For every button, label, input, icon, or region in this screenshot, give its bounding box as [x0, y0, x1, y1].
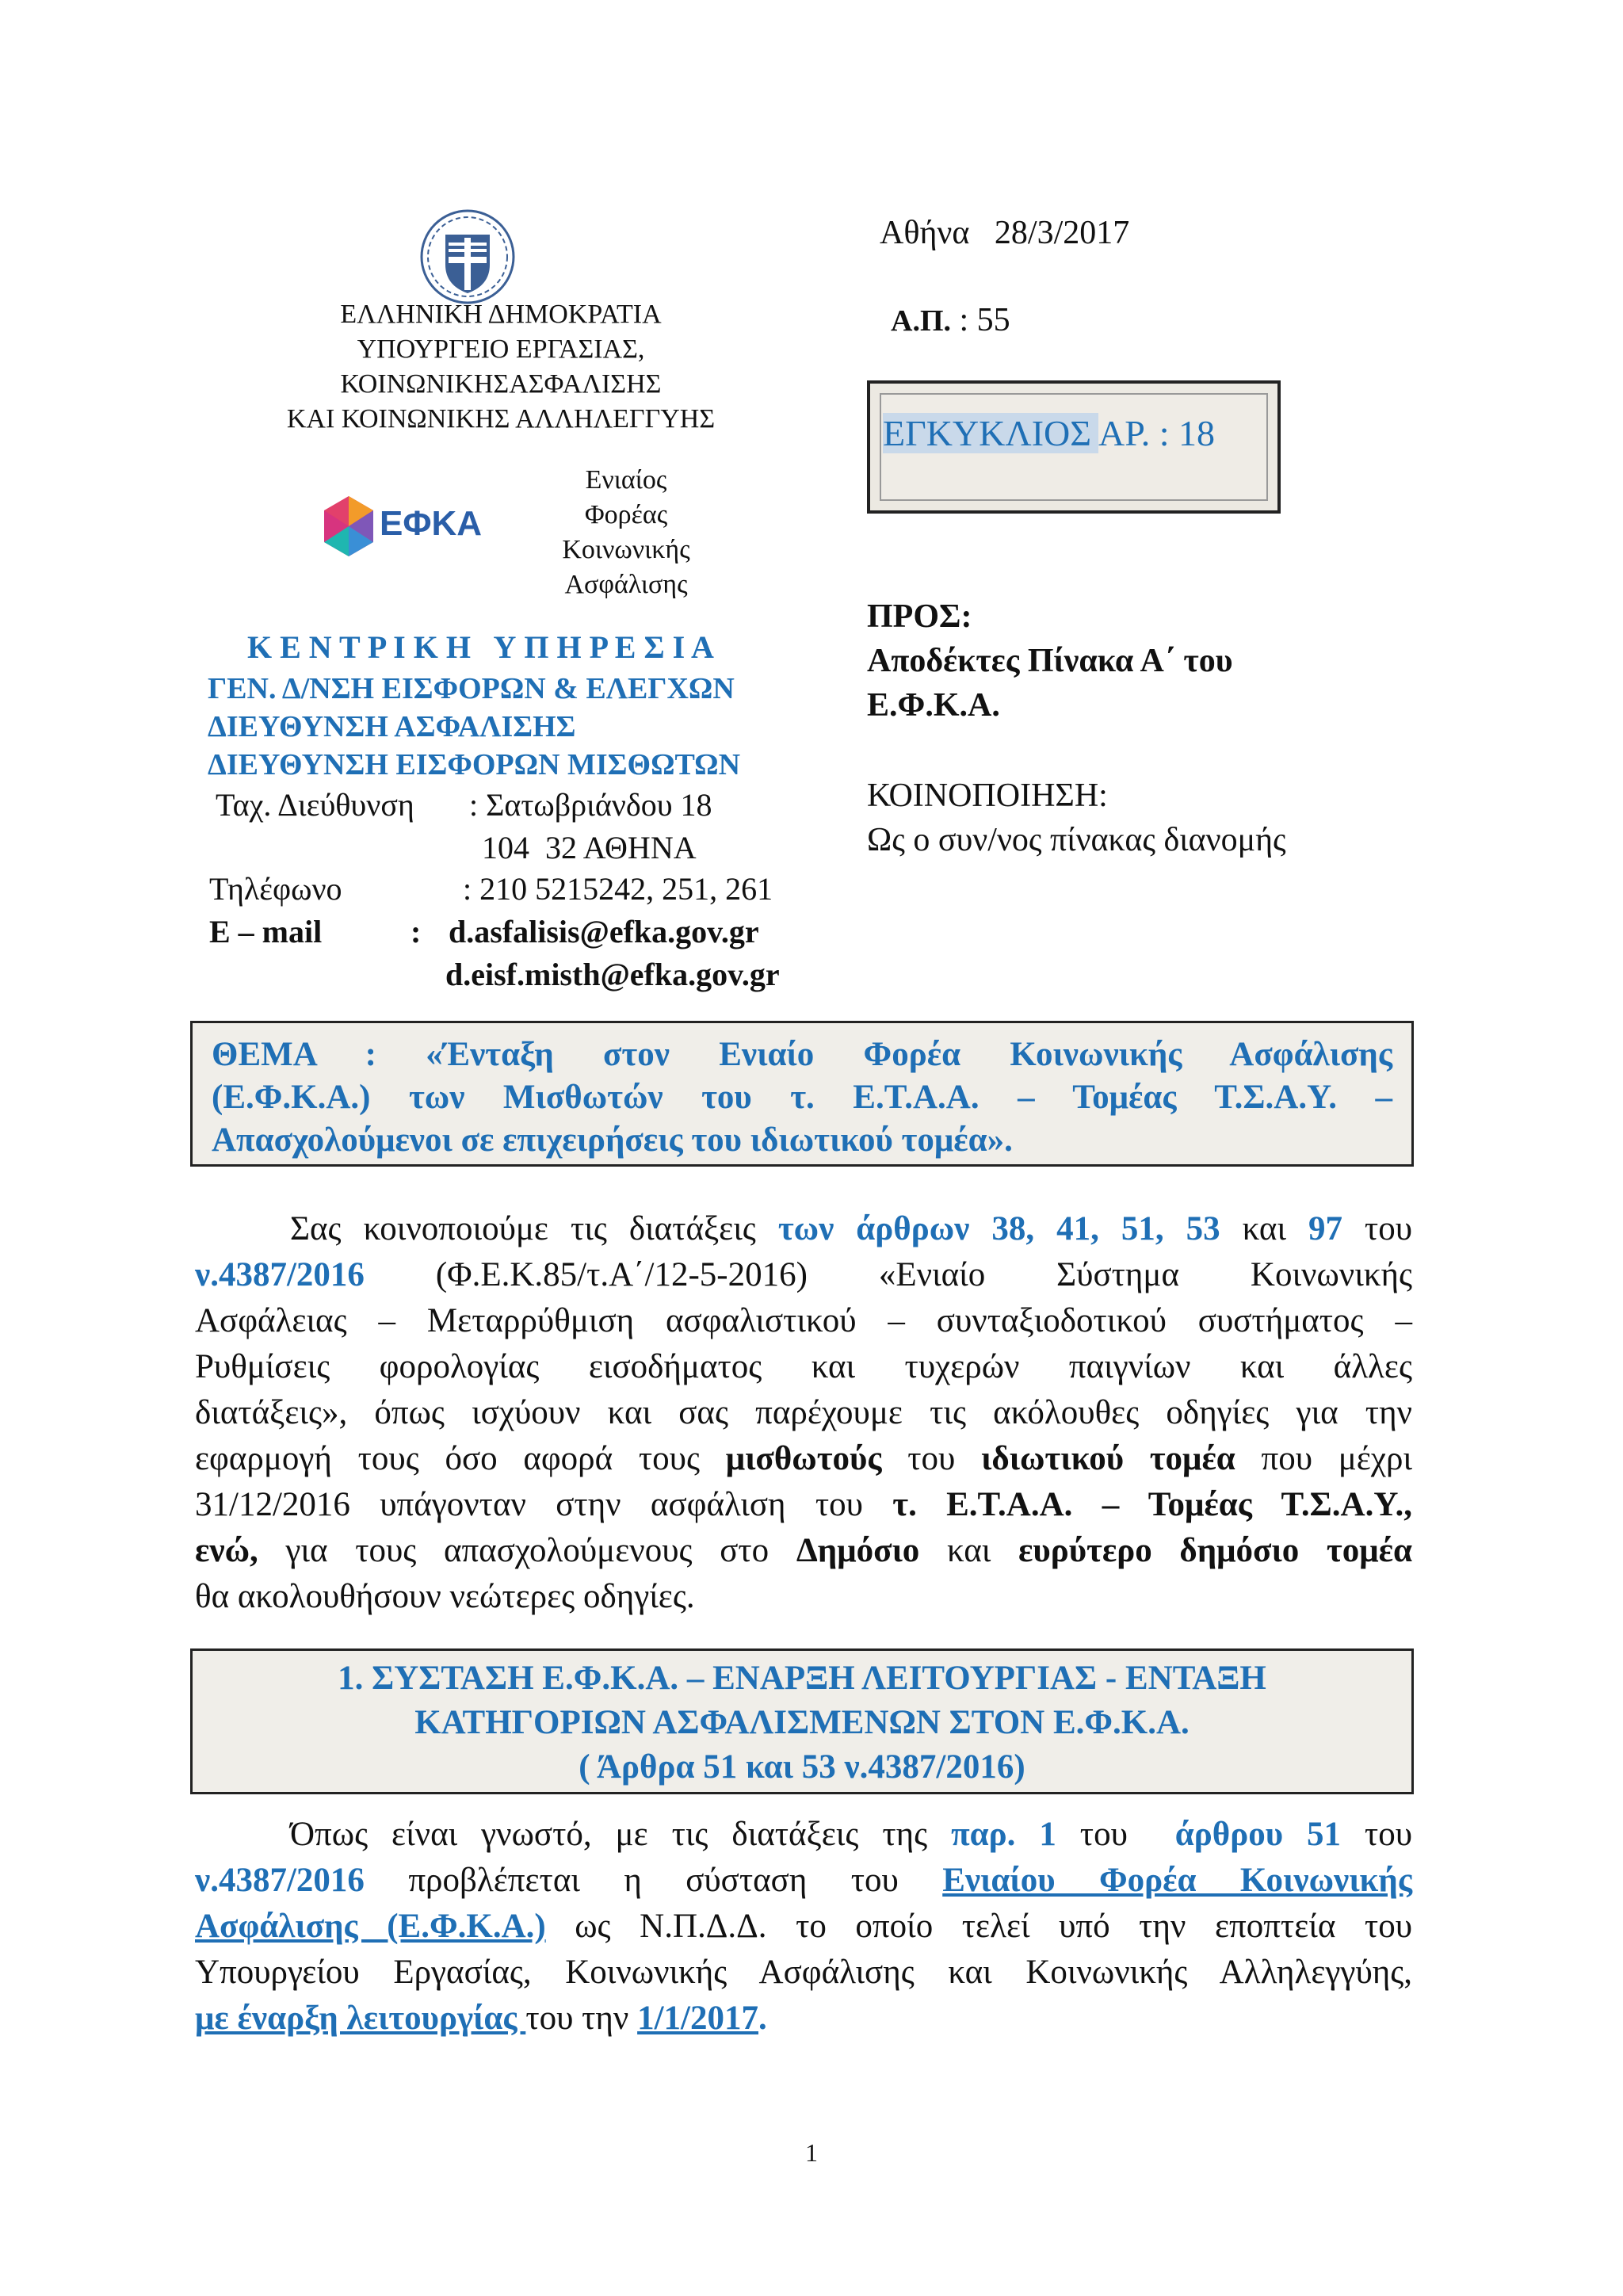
p1-text: και — [1220, 1210, 1308, 1247]
subject-line-1: ΘΕΜΑ : «Ένταξη στον Ενιαίο Φορέα Κοινωνικής Ασφάλισης — [212, 1036, 1392, 1073]
p2-text: Όπως είναι γνωστό, με τις διατάξεις της — [290, 1816, 952, 1853]
phone-label: Τηλέφωνο — [209, 871, 342, 907]
p2-text: του — [1340, 1816, 1412, 1853]
p1-whereas: ενώ, — [195, 1532, 258, 1569]
p2-period: . — [758, 2000, 767, 2037]
org-line-1: Ενιαίος — [585, 465, 667, 495]
section-1-paragraph — [195, 1812, 1412, 2042]
subject-box — [190, 1021, 1414, 1167]
subject-line-2: (Ε.Φ.Κ.Α.) των Μισθωτών του τ. Ε.Τ.Α.Α. – Τομέας Τ.Σ.Α.Υ. – — [212, 1079, 1392, 1116]
address-city: 104 32 ΑΘΗΝΑ — [482, 830, 697, 865]
p1-text: του — [1342, 1210, 1412, 1247]
p1-line-9: θα ακολουθήσουν νεώτερες οδηγίες. — [195, 1578, 695, 1615]
phone-value: : 210 5215242, 251, 261 — [463, 871, 773, 907]
address-value: : Σατωβριάνδου 18 — [469, 787, 712, 823]
section-1-line-1: 1. ΣΥΣΤΑΣΗ Ε.Φ.Κ.Α. – ΕΝΑΡΞΗ ΛΕΙΤΟΥΡΓΙΑΣ - ΕΝΤΑΞΗ — [338, 1660, 1266, 1697]
email-link-1[interactable]: d.asfalisis@efka.gov.gr — [449, 914, 759, 949]
protocol-label: Α.Π. — [891, 304, 951, 338]
section-1-line-2: ΚΑΤΗΓΟΡΙΩΝ ΑΣΦΑΛΙΣΜΕΝΩΝ ΣΤΟΝ Ε.Φ.Κ.Α. — [414, 1704, 1190, 1741]
p2-efka-name-link[interactable]: Ενιαίου Φορέα Κοινωνικής — [942, 1862, 1412, 1899]
p1-article-97: 97 — [1308, 1210, 1342, 1247]
p2-text: ως Ν.Π.Δ.Δ. το οποίο τελεί υπό την εποπτεία του — [545, 1908, 1412, 1945]
p1-text: (Φ.Ε.Κ.85/τ.Α΄/12-5-2016) «Ενιαίο Σύστημα Κοινωνικής — [364, 1256, 1412, 1293]
efka-logo — [321, 491, 487, 571]
p1-text: 31/12/2016 υπάγονταν στην ασφάλιση του — [195, 1486, 893, 1523]
p1-text: και — [919, 1532, 1019, 1569]
p2-article-ref: άρθρου 51 — [1174, 1816, 1341, 1853]
p2-text: προβλέπεται η σύσταση του — [364, 1862, 943, 1899]
efka-logo-text: ΕΦΚΑ — [380, 504, 483, 543]
to-label: ΠΡΟΣ: — [867, 598, 972, 635]
org-line-4: Ασφάλισης — [564, 570, 688, 599]
circular-label: ΕΓΚΥΚΛΙΟΣ — [883, 413, 1098, 453]
p1-text: Σας κοινοποιούμε τις διατάξεις — [290, 1210, 778, 1247]
p2-text: του — [1056, 1816, 1175, 1853]
to-recipients-1: Αποδέκτες Πίνακα Α΄ του — [867, 643, 1233, 679]
dept-line-1: ΓΕΝ. Δ/ΝΣΗ ΕΙΣΦΟΡΩΝ & ΕΛΕΓΧΩΝ — [208, 672, 735, 705]
p1-private-sector: ιδιωτικού τομέα — [981, 1440, 1235, 1477]
header-country: ΕΛΛΗΝΙΚΗ ΔΗΜΟΚΡΑΤΙΑ — [340, 300, 662, 329]
cc-value: Ως ο συν/νος πίνακας διανομής — [867, 822, 1286, 858]
org-line-3: Κοινωνικής — [562, 535, 690, 564]
p1-fund-name: τ. Ε.Τ.Α.Α. – Τομέας Τ.Σ.Α.Υ., — [892, 1486, 1412, 1523]
greek-emblem-icon — [418, 208, 517, 306]
p1-text: εφαρμογή τους όσο αφορά τους — [195, 1440, 726, 1477]
p1-law-ref: ν.4387/2016 — [195, 1256, 365, 1293]
intro-paragraph — [195, 1206, 1412, 1620]
document-date: Αθήνα 28/3/2017 — [880, 215, 1130, 251]
p1-public: Δημόσιο — [796, 1532, 920, 1569]
efka-hexagon-icon — [321, 493, 376, 564]
dept-line-3: ΔΙΕΥΘΥΝΣΗ ΕΙΣΦΟΡΩΝ ΜΙΣΘΩΤΩΝ — [208, 748, 741, 781]
p1-wider-public: ευρύτερο δημόσιο τομέα — [1018, 1532, 1412, 1569]
p1-articles: των άρθρων 38, 41, 51, 53 — [777, 1210, 1220, 1247]
cc-label: ΚΟΙΝΟΠΟΙΗΣΗ: — [867, 777, 1108, 814]
protocol-number — [891, 301, 1010, 339]
p2-start-operation-link[interactable]: με έναρξη λειτουργίας — [195, 2000, 526, 2037]
p2-paragraph-ref: παρ. 1 — [951, 1816, 1056, 1853]
p2-text: του την — [525, 2000, 638, 2037]
p1-line-3: Ασφάλειας – Μεταρρύθμιση ασφαλιστικού – συνταξιοδοτικού συστήματος – — [195, 1302, 1412, 1339]
email-link-2[interactable]: d.eisf.misth@efka.gov.gr — [445, 957, 780, 992]
p2-efka-abbr-link[interactable]: Ασφάλισης (Ε.Φ.Κ.Α.) — [195, 1908, 546, 1945]
page-number: 1 — [805, 2138, 818, 2167]
subject-line-3: Απασχολούμενοι σε επιχειρήσεις του ιδιωτικού τομέα». — [212, 1121, 1013, 1159]
p1-text: για τους απασχολούμενους στο — [258, 1532, 796, 1569]
circular-number — [883, 412, 1215, 454]
dept-line-2: ΔΙΕΥΘΥΝΣΗ ΑΣΦΑΛΙΣΗΣ — [208, 710, 576, 743]
central-service: Κ Ε Ν Τ Ρ Ι Κ Η Υ Π Η Ρ Ε Σ Ι Α — [247, 629, 714, 665]
header-ministry-1: ΥΠΟΥΡΓΕΙΟ ΕΡΓΑΣΙΑΣ, — [357, 334, 645, 364]
header-ministry-3: ΚΑΙ ΚΟΙΝΩΝΙΚΗΣ ΑΛΛΗΛΕΓΓΥΗΣ — [286, 404, 716, 434]
p2-law-ref: ν.4387/2016 — [195, 1862, 365, 1899]
circular-number-box — [867, 380, 1281, 514]
p1-text: του — [881, 1440, 981, 1477]
p2-start-date-link[interactable]: 1/1/2017 — [637, 2000, 758, 2037]
header-ministry-2: ΚΟΙΝΩΝΙΚΗΣΑΣΦΑΛΙΣΗΣ — [340, 369, 662, 399]
p1-line-5: διατάξεις», όπως ισχύουν και σας παρέχουμε τις ακόλουθες οδηγίες για την — [195, 1394, 1412, 1431]
protocol-value: : 55 — [951, 302, 1010, 338]
p1-text: που μέχρι — [1235, 1440, 1412, 1477]
p1-line-4: Ρυθμίσεις φορολογίας εισοδήματος και τυχερών παιγνίων και άλλες — [195, 1348, 1412, 1385]
circular-value: ΑΡ. : 18 — [1098, 413, 1216, 453]
org-line-2: Φορέας — [584, 500, 668, 529]
section-1-line-3: ( Άρθρα 51 και 53 ν.4387/2016) — [579, 1748, 1025, 1786]
address-label: Ταχ. Διεύθυνση — [216, 787, 414, 823]
email-separator: : — [411, 914, 422, 949]
section-1-heading-box — [190, 1648, 1414, 1794]
p2-line-4: Υπουργείου Εργασίας, Κοινωνικής Ασφάλισης και Κοινωνικής Αλληλεγγύης, — [195, 1954, 1412, 1991]
p1-employees: μισθωτούς — [725, 1440, 882, 1477]
email-label: E – mail — [209, 914, 323, 949]
to-recipients-2: Ε.Φ.Κ.Α. — [867, 687, 1000, 724]
